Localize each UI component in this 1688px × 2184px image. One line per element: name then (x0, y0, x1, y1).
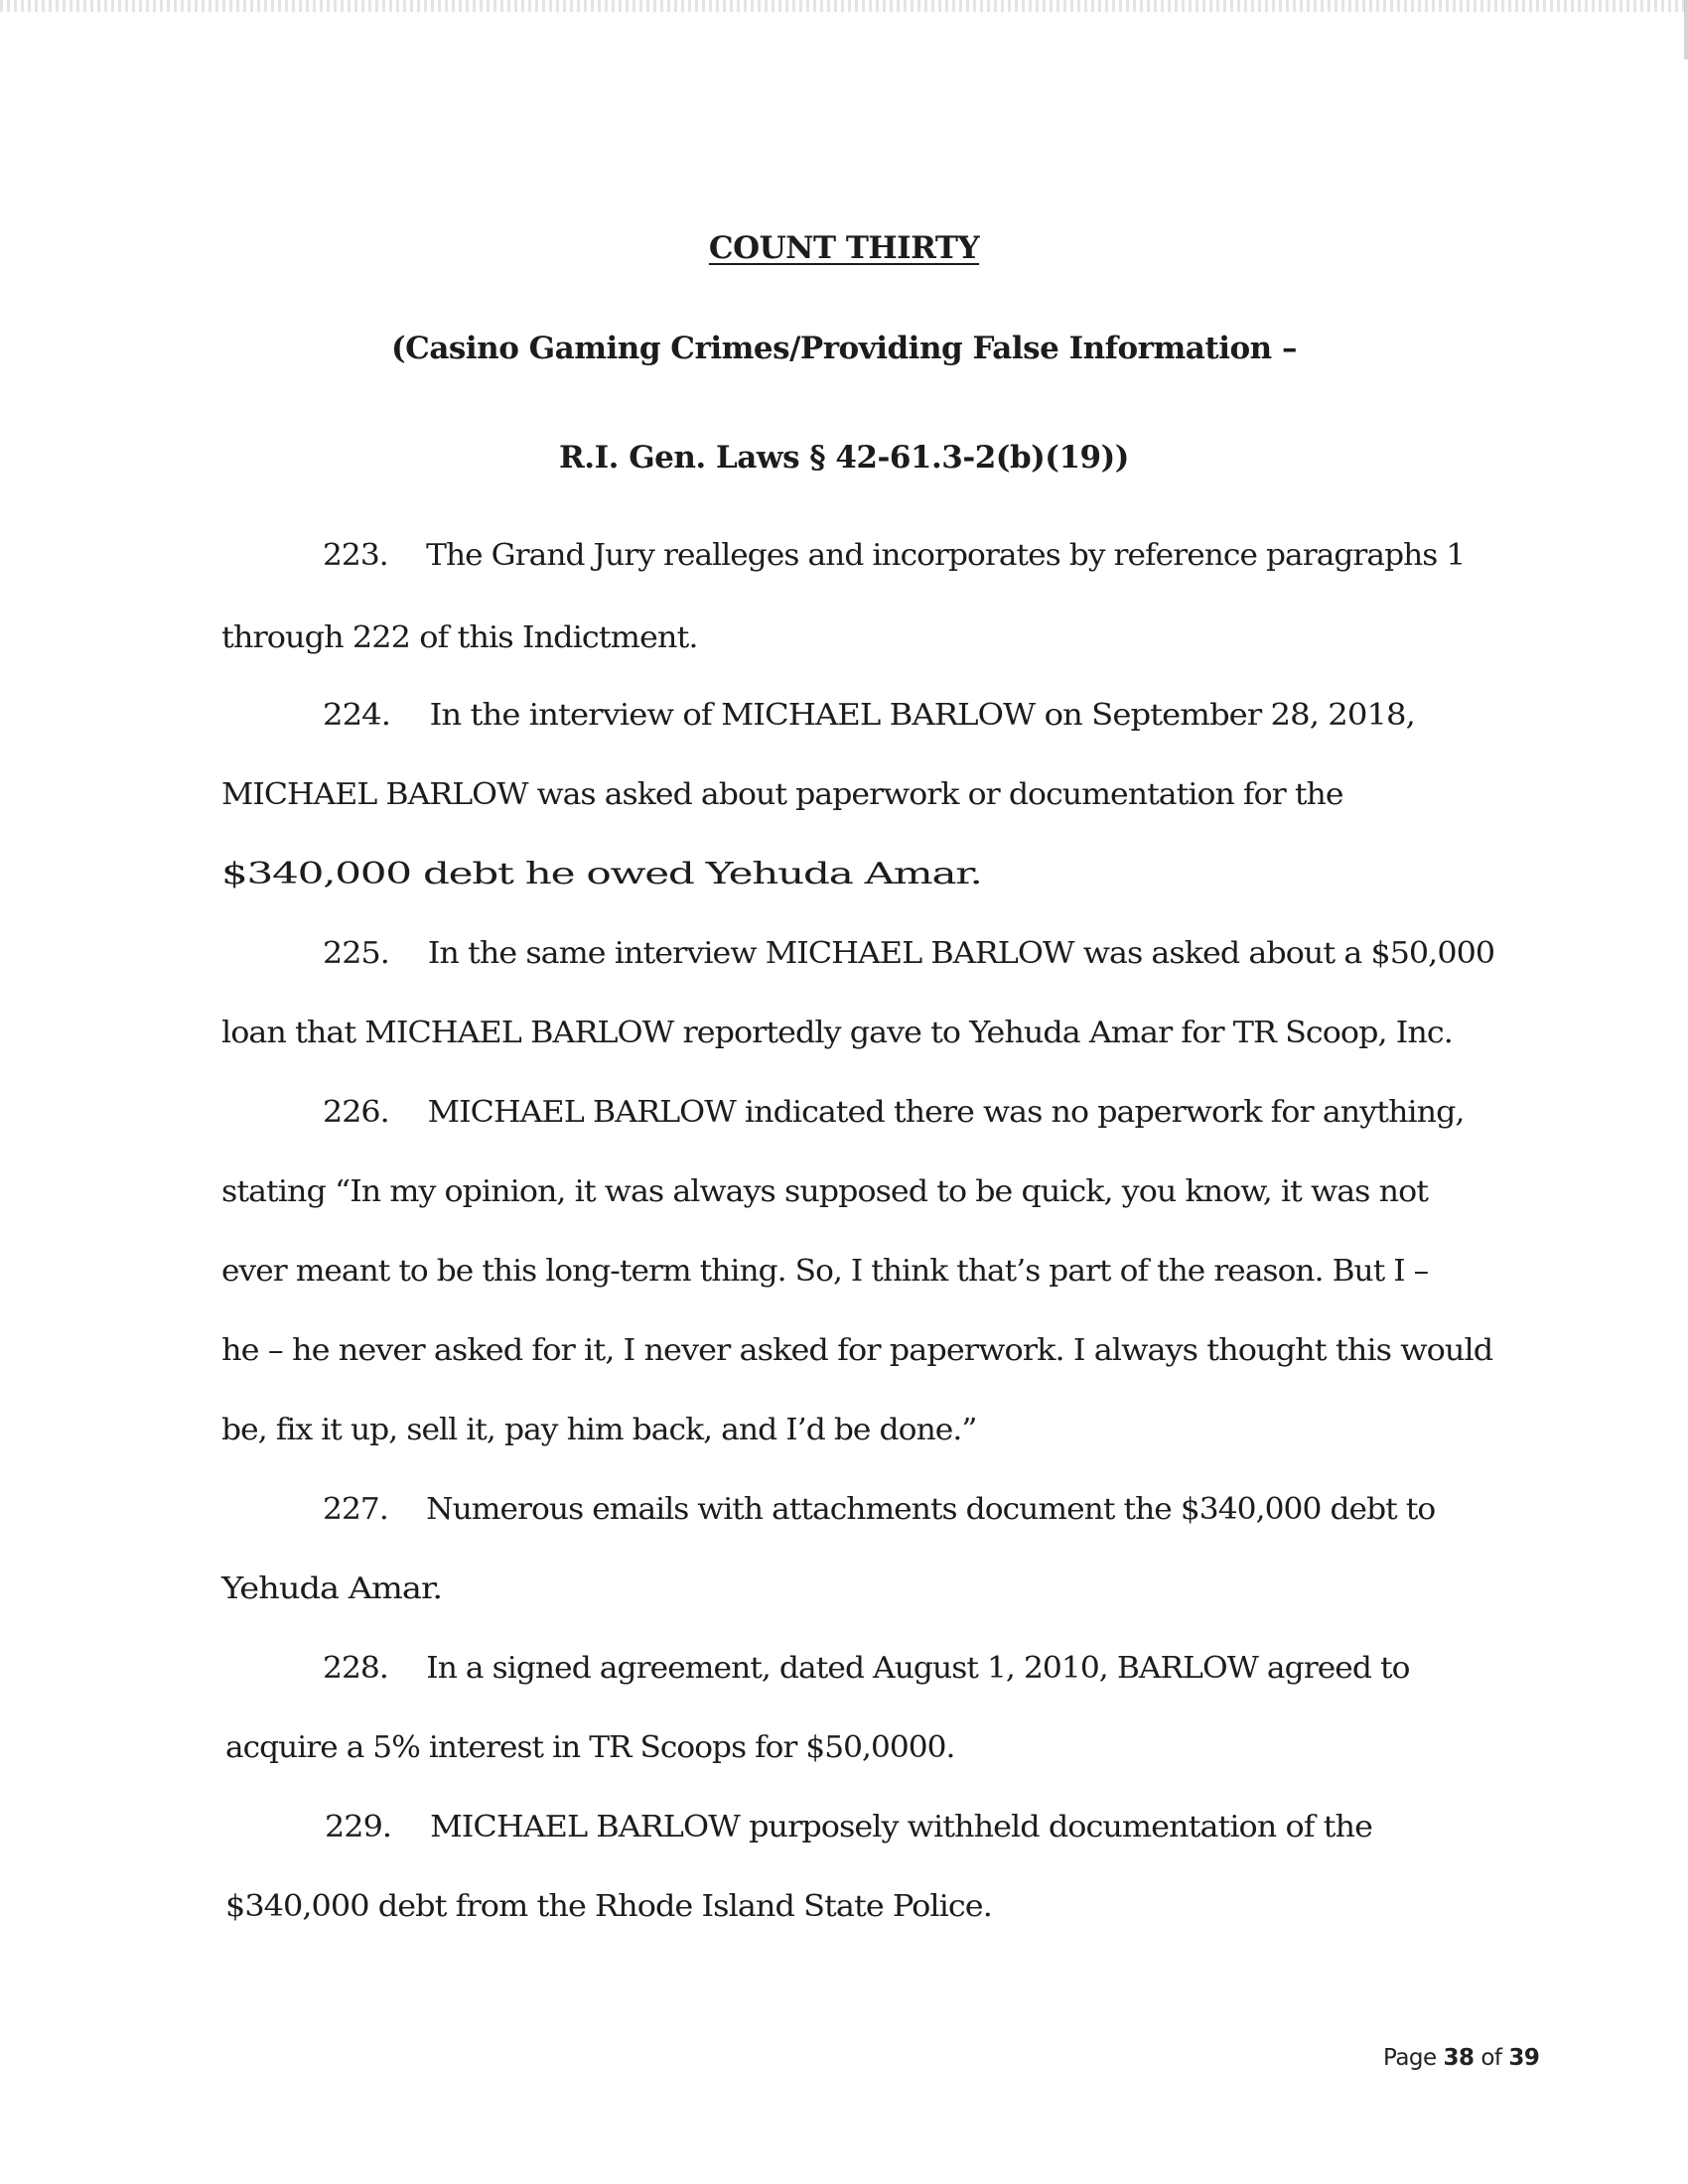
paragraph-225-line-2: loan that MICHAEL BARLOW reportedly gave to Yehuda Amar for TR Scoop, Inc. (221, 1016, 1453, 1050)
paragraph-number: 229. (325, 1810, 392, 1844)
paragraph-number: 224. (323, 698, 391, 733)
paragraph-225-line-1 (323, 936, 1494, 971)
current-page-number: 38 (1443, 2045, 1475, 2071)
paragraph-number: 226. (323, 1095, 389, 1130)
paragraph-223-line-2: through 222 of this Indictment. (221, 620, 698, 655)
paragraph-226-line-5: be, fix it up, sell it, pay him back, and I’d be done.” (221, 1413, 977, 1447)
paragraph-text: In a signed agreement, dated August 1, 2010, BARLOW agreed to (426, 1651, 1410, 1686)
paragraph-text: Numerous emails with attachments document the $340,000 debt to (426, 1492, 1436, 1527)
paragraph-number: 228. (323, 1651, 388, 1686)
paragraph-number: 227. (323, 1492, 388, 1527)
paragraph-text: MICHAEL BARLOW purposely withheld documentation of the (430, 1810, 1372, 1844)
paragraph-224-line-1 (323, 698, 1415, 733)
page-prefix: Page (1383, 2045, 1437, 2071)
page-number-footer (1383, 2045, 1539, 2071)
paragraph-226-line-1 (323, 1095, 1465, 1130)
paragraph-228-line-1 (323, 1651, 1410, 1686)
count-subtitle-line-1: (Casino Gaming Crimes/Providing False Information – (391, 331, 1297, 366)
paragraph-227-line-2: Yehuda Amar. (221, 1571, 442, 1606)
paragraph-number: 225. (323, 936, 389, 971)
paragraph-number: 223. (323, 538, 388, 573)
count-subtitle-line-2: R.I. Gen. Laws § 42-61.3-2(b)(19)) (559, 440, 1129, 476)
paragraph-224-line-2: MICHAEL BARLOW was asked about paperwork or documentation for the (221, 777, 1343, 812)
paragraph-text: In the same interview MICHAEL BARLOW was asked about a $50,000 (427, 936, 1495, 971)
count-title: COUNT THIRTY (708, 230, 980, 266)
paragraph-228-line-2: acquire a 5% interest in TR Scoops for $50,0000. (225, 1730, 955, 1765)
paragraph-226-line-4: he – he never asked for it, I never asked for paperwork. I always thought this would (221, 1333, 1493, 1368)
paragraph-223-line-1 (323, 538, 1465, 573)
paragraph-226-line-3: ever meant to be this long-term thing. So, I think that’s part of the reason. But I – (221, 1254, 1429, 1289)
paragraph-227-line-1 (323, 1492, 1435, 1527)
paragraph-226-line-2: stating “In my opinion, it was always supposed to be quick, you know, it was not (221, 1174, 1429, 1209)
paragraph-224-line-3: $340,000 debt he owed Yehuda Amar. (221, 857, 982, 891)
total-pages-number: 39 (1508, 2045, 1540, 2071)
paragraph-text: The Grand Jury realleges and incorporates by reference paragraphs 1 (426, 538, 1466, 573)
paragraph-229-line-2: $340,000 debt from the Rhode Island State Police. (225, 1889, 992, 1924)
paragraph-229-line-1 (325, 1810, 1372, 1844)
paragraph-text: In the interview of MICHAEL BARLOW on September 28, 2018, (429, 698, 1415, 733)
page-of-label: of (1480, 2045, 1502, 2071)
paragraph-text: MICHAEL BARLOW indicated there was no paperwork for anything, (427, 1095, 1465, 1130)
